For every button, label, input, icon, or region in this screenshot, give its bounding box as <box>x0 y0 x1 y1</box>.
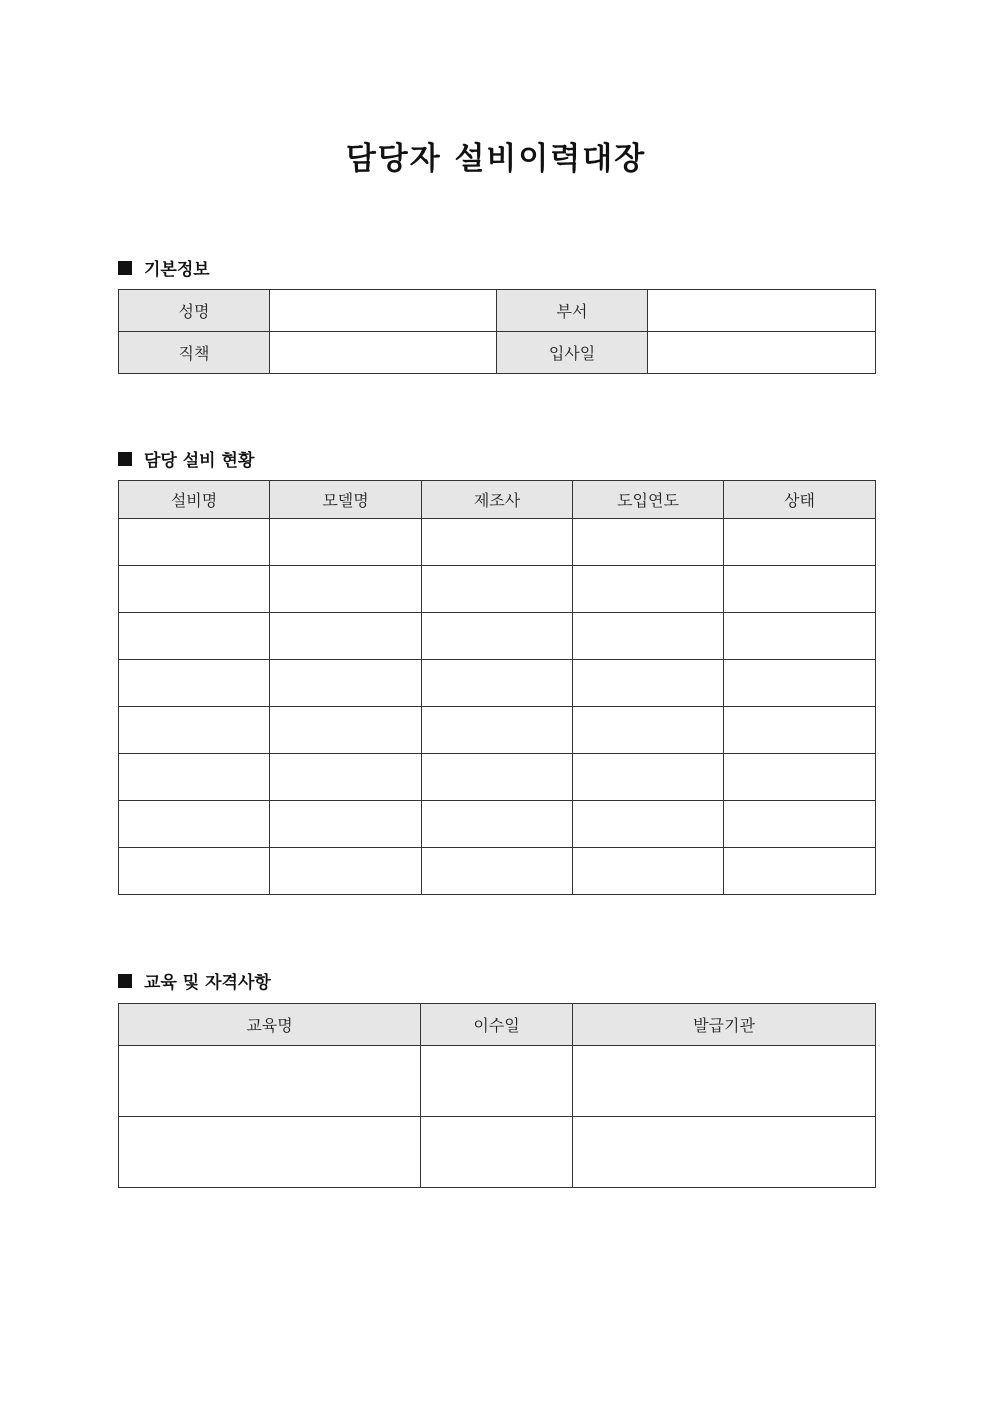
table-cell[interactable] <box>119 1046 421 1117</box>
table-cell[interactable] <box>119 754 270 801</box>
page-title: 담당자 설비이력대장 <box>345 141 647 177</box>
column-header: 이수일 <box>421 1004 573 1046</box>
label-department: 부서 <box>497 290 648 332</box>
table-cell[interactable] <box>573 1046 876 1117</box>
square-bullet-icon <box>118 974 132 988</box>
table-cell[interactable] <box>270 707 422 754</box>
table-cell[interactable] <box>422 848 573 895</box>
section-heading-education <box>118 968 271 993</box>
table-cell[interactable] <box>573 519 724 566</box>
table-cell[interactable] <box>724 613 876 660</box>
table-cell[interactable] <box>119 801 270 848</box>
table-cell[interactable] <box>724 754 876 801</box>
table-cell[interactable] <box>119 1117 421 1188</box>
table-cell[interactable] <box>573 1117 876 1188</box>
table-row <box>119 660 876 707</box>
table-cell[interactable] <box>270 801 422 848</box>
table-cell[interactable] <box>270 566 422 613</box>
table-row <box>119 1046 876 1117</box>
column-header: 모델명 <box>270 481 422 519</box>
table-row <box>119 707 876 754</box>
table-row <box>119 848 876 895</box>
column-header: 발급기관 <box>573 1004 876 1046</box>
table-cell[interactable] <box>119 566 270 613</box>
table-cell[interactable] <box>422 519 573 566</box>
table-cell[interactable] <box>422 660 573 707</box>
table-cell[interactable] <box>119 613 270 660</box>
table-cell[interactable] <box>421 1046 573 1117</box>
table-cell[interactable] <box>422 613 573 660</box>
table-cell[interactable] <box>119 660 270 707</box>
table-cell[interactable] <box>573 848 724 895</box>
education-table <box>118 1003 876 1188</box>
table-cell[interactable] <box>422 566 573 613</box>
value-department-cell[interactable] <box>648 290 876 332</box>
table-cell[interactable] <box>270 613 422 660</box>
label-hire-date: 입사일 <box>497 332 648 374</box>
table-cell[interactable] <box>270 848 422 895</box>
equipment-table <box>118 480 876 895</box>
column-header: 도입연도 <box>573 481 724 519</box>
table-cell[interactable] <box>270 519 422 566</box>
table-row <box>119 1117 876 1188</box>
table-cell[interactable] <box>422 754 573 801</box>
column-header: 제조사 <box>422 481 573 519</box>
table-row <box>119 613 876 660</box>
column-header: 설비명 <box>119 481 270 519</box>
table-cell[interactable] <box>573 801 724 848</box>
section-heading-basic-info <box>118 255 210 280</box>
table-row <box>119 754 876 801</box>
table-cell[interactable] <box>422 801 573 848</box>
section-heading-label: 교육 및 자격사항 <box>144 973 271 993</box>
basic-info-table <box>118 289 876 374</box>
table-cell[interactable] <box>270 754 422 801</box>
table-cell[interactable] <box>270 660 422 707</box>
table-cell[interactable] <box>573 754 724 801</box>
table-cell[interactable] <box>421 1117 573 1188</box>
table-cell[interactable] <box>724 660 876 707</box>
table-cell[interactable] <box>119 707 270 754</box>
table-cell[interactable] <box>573 566 724 613</box>
table-cell[interactable] <box>724 707 876 754</box>
table-cell[interactable] <box>724 519 876 566</box>
table-cell[interactable] <box>724 801 876 848</box>
table-cell[interactable] <box>724 848 876 895</box>
table-cell[interactable] <box>724 566 876 613</box>
table-row <box>119 519 876 566</box>
section-heading-equipment <box>118 446 254 471</box>
table-cell[interactable] <box>573 707 724 754</box>
square-bullet-icon <box>118 261 132 275</box>
value-name-cell[interactable] <box>270 290 497 332</box>
table-row <box>119 801 876 848</box>
column-header: 교육명 <box>119 1004 421 1046</box>
square-bullet-icon <box>118 452 132 466</box>
value-hire-date-cell[interactable] <box>648 332 876 374</box>
value-position-cell[interactable] <box>270 332 497 374</box>
label-position: 직책 <box>119 332 270 374</box>
section-heading-label: 담당 설비 현황 <box>144 451 255 471</box>
table-cell[interactable] <box>573 613 724 660</box>
column-header: 상태 <box>724 481 876 519</box>
table-cell[interactable] <box>119 848 270 895</box>
table-row <box>119 566 876 613</box>
table-cell[interactable] <box>422 707 573 754</box>
label-name: 성명 <box>119 290 270 332</box>
table-cell[interactable] <box>119 519 270 566</box>
table-cell[interactable] <box>573 660 724 707</box>
section-heading-label: 기본정보 <box>144 260 210 280</box>
